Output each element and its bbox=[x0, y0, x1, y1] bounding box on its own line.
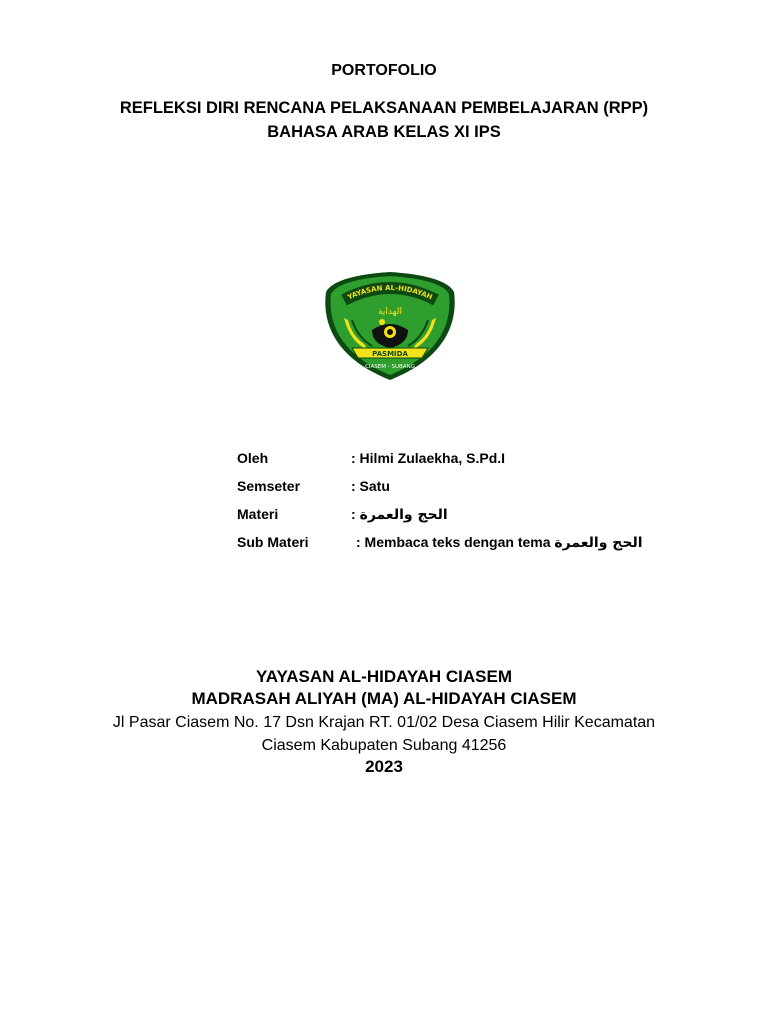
subtitle-line-1: REFLEKSI DIRI RENCANA PELAKSANAAN PEMBELAJARAN (RPP) bbox=[119, 99, 649, 117]
foundation-name: YAYASAN AL-HIDAYAH CIASEM bbox=[255, 667, 513, 686]
info-value-arabic: الحج والعمرة bbox=[554, 535, 643, 551]
info-value: : Hilmi Zulaekha, S.Pd.I bbox=[351, 450, 506, 466]
school-logo bbox=[322, 270, 458, 382]
info-label: Materi bbox=[237, 506, 279, 522]
address-line-2: Ciasem Kabupaten Subang 41256 bbox=[261, 737, 507, 754]
logo-banner-text: PASMIDA bbox=[372, 350, 408, 358]
document-year: 2023 bbox=[365, 757, 403, 776]
document-subtitle bbox=[0, 96, 768, 144]
school-name: MADRASAH ALIYAH (MA) AL-HIDAYAH CIASEM bbox=[191, 689, 577, 708]
logo-bottom-text: CIASEM - SUBANG bbox=[365, 364, 415, 370]
document-title: PORTOFOLIO bbox=[331, 62, 437, 79]
logo-arabic-text: الهداية bbox=[378, 307, 402, 317]
info-value-prefix: : bbox=[351, 506, 360, 522]
info-label: Sub Materi bbox=[237, 534, 309, 550]
logo-top-text: YAYASAN AL-HIDAYAH bbox=[346, 283, 434, 302]
info-label: Semseter bbox=[237, 478, 301, 494]
info-value bbox=[356, 533, 643, 552]
info-value-prefix: : Membaca teks dengan tema bbox=[356, 534, 555, 550]
address-line-1: Jl Pasar Ciasem No. 17 Dsn Krajan RT. 01/02 Desa Ciasem Hilir Kecamatan bbox=[112, 714, 656, 731]
subtitle-line-2: BAHASA ARAB KELAS XI IPS bbox=[267, 123, 501, 141]
info-value bbox=[351, 505, 448, 524]
institution-footer bbox=[0, 666, 768, 778]
info-value: : Satu bbox=[351, 478, 390, 494]
info-label: Oleh bbox=[237, 450, 269, 466]
info-value-arabic: الحج والعمرة bbox=[359, 507, 448, 523]
